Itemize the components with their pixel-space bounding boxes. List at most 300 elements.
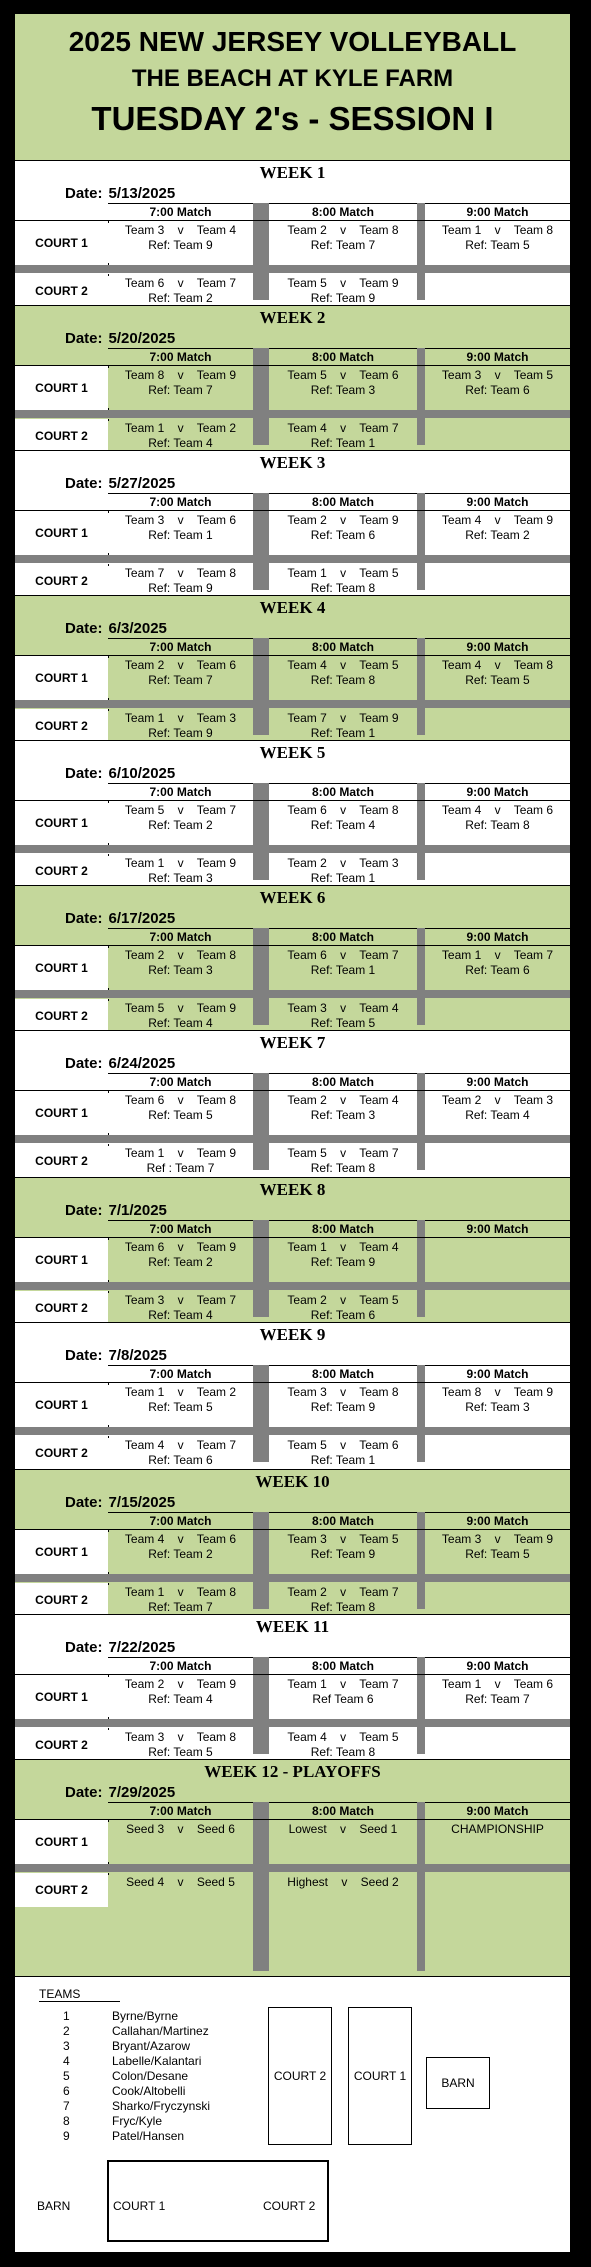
week-date: 7/1/2025 (108, 1202, 167, 1219)
referee: Ref: Team 2 (148, 1255, 213, 1269)
match-time-header: 7:00 Match (108, 493, 253, 510)
column-separator (417, 348, 425, 445)
week-block (15, 450, 570, 596)
map-court-1-bottom: COURT 1 (113, 2199, 166, 2213)
matchup: Team 6 v Team 7 (124, 276, 237, 290)
map-court-2: COURT 2 (268, 2007, 332, 2145)
match-time-header: 9:00 Match (425, 1802, 570, 1819)
week-date-row (15, 765, 570, 783)
team-number: 4 (63, 2054, 70, 2068)
matchup: Team 3 v Team 4 (124, 223, 237, 237)
team-number: 2 (63, 2024, 70, 2038)
referee: Ref: Team 1 (310, 871, 376, 885)
match-cell (425, 566, 570, 598)
referee: Ref: Team 9 (148, 581, 213, 595)
referee: Ref: Team 3 (310, 383, 376, 397)
week-title: WEEK 7 (259, 1033, 326, 1052)
teams-heading: TEAMS (39, 1987, 120, 2002)
match-time-header: 8:00 Match (269, 928, 417, 945)
match-cell (269, 276, 417, 308)
match-cell (269, 421, 417, 453)
referee: Ref: Team 3 (148, 963, 213, 977)
referee: Ref: Team 9 (310, 1255, 376, 1269)
matchup: Team 7 v Team 9 (287, 711, 399, 725)
court-label: COURT 2 (15, 709, 109, 743)
match-grid (15, 1512, 570, 1615)
match-cell (269, 223, 417, 263)
team-number: 7 (63, 2099, 70, 2113)
referee: Ref: Team 7 (148, 673, 213, 687)
match-cell (108, 803, 253, 843)
week-date: 6/17/2025 (108, 910, 176, 927)
match-cell (269, 1438, 417, 1470)
referee (425, 726, 570, 741)
map-court-1: COURT 1 (348, 2007, 412, 2145)
week-title: WEEK 11 (255, 1617, 330, 1636)
court-separator (15, 265, 570, 273)
match-cell (425, 1093, 570, 1133)
matchup (425, 566, 570, 581)
match-cell (269, 1532, 417, 1572)
match-cell (269, 1585, 417, 1617)
match-cell (425, 1293, 570, 1325)
matchup: Team 5 v Team 6 (287, 1438, 399, 1452)
match-grid (15, 928, 570, 1031)
court-label: COURT 1 (15, 1383, 109, 1427)
match-cell (108, 566, 253, 598)
court-label: COURT 1 (15, 1091, 109, 1135)
week-date-row (15, 185, 570, 203)
week-date-row (15, 1494, 570, 1512)
matchup: Team 1 v Team 8 (124, 1585, 237, 1599)
match-time-header: 8:00 Match (269, 493, 417, 510)
match-cell (108, 1875, 253, 1907)
matchup: Team 1 v Team 9 (124, 1146, 237, 1160)
matchup: Team 1 v Team 6 (441, 1677, 554, 1691)
column-separator (253, 638, 269, 735)
referee: Ref: Team 5 (465, 1547, 530, 1561)
matchup: Team 8 v Team 9 (124, 368, 237, 382)
matchup: Team 3 v Team 9 (441, 1532, 554, 1546)
referee (425, 1453, 570, 1468)
matchup: Team 1 v Team 8 (441, 223, 554, 237)
week-title: WEEK 6 (259, 888, 326, 907)
referee (108, 1890, 253, 1905)
court-label: COURT 2 (15, 1728, 109, 1762)
match-cell (425, 711, 570, 743)
team-name: Colon/Desane (112, 2069, 189, 2083)
week-title: WEEK 1 (259, 163, 326, 182)
match-cell (425, 1240, 570, 1280)
week-date: 6/24/2025 (108, 1055, 176, 1072)
matchup: Team 1 v Team 7 (287, 1677, 399, 1691)
court-label: COURT 1 (15, 221, 109, 265)
match-cell (425, 368, 570, 408)
match-grid (15, 1073, 570, 1176)
match-time-header: 8:00 Match (269, 1802, 417, 1819)
match-cell (108, 1240, 253, 1280)
referee: Ref: Team 1 (310, 726, 376, 740)
match-cell (108, 513, 253, 553)
match-grid (15, 1220, 570, 1323)
referee: Ref: Team 3 (465, 1400, 530, 1414)
match-time-header: 9:00 Match (425, 928, 570, 945)
court-label: COURT 2 (15, 419, 109, 453)
court-label: COURT 1 (15, 366, 109, 410)
week-date: 5/20/2025 (108, 330, 176, 347)
match-cell (425, 1385, 570, 1425)
referee: Ref: Team 5 (465, 238, 530, 252)
match-cell (269, 1385, 417, 1425)
week-date: 7/8/2025 (108, 1347, 167, 1364)
referee: Ref: Team 8 (310, 581, 376, 595)
referee (425, 291, 570, 306)
referee: Ref: Team 2 (148, 818, 213, 832)
match-cell (425, 1677, 570, 1717)
date-label: Date: (65, 1494, 103, 1511)
referee: Ref: Team 2 (465, 528, 530, 542)
matchup: Team 4 v Team 9 (441, 513, 554, 527)
column-separator (417, 928, 425, 1025)
referee: Ref: Team 9 (310, 1400, 376, 1414)
match-cell (425, 223, 570, 263)
match-cell (269, 566, 417, 598)
match-time-header: 9:00 Match (425, 203, 570, 220)
week-date: 5/13/2025 (108, 185, 176, 202)
column-separator (417, 1802, 425, 1971)
matchup: Team 2 v Team 7 (287, 1585, 399, 1599)
matchup: Team 4 v Team 5 (287, 658, 399, 672)
week-block (15, 1177, 570, 1323)
referee: Ref: Team 2 (148, 291, 213, 305)
matchup (425, 1438, 570, 1453)
week-block (15, 305, 570, 451)
match-cell (425, 276, 570, 308)
column-separator (417, 1220, 425, 1317)
referee: Ref: Team 6 (465, 383, 530, 397)
matchup (425, 276, 570, 291)
teams-section (15, 1976, 570, 2252)
matchup: Seed 4 v Seed 5 (126, 1875, 235, 1889)
week-block (15, 885, 570, 1031)
court-separator (15, 555, 570, 563)
matchup (425, 711, 570, 726)
referee (108, 1837, 253, 1852)
matchup: Team 2 v Team 8 (124, 948, 237, 962)
date-label: Date: (65, 1055, 103, 1072)
match-cell (269, 513, 417, 553)
match-cell (108, 368, 253, 408)
column-separator (417, 1073, 425, 1170)
match-time-header: 9:00 Match (425, 1512, 570, 1529)
match-cell (269, 1875, 417, 1907)
matchup: Team 2 v Team 4 (287, 1093, 399, 1107)
week-date: 7/22/2025 (108, 1639, 176, 1656)
matchup (425, 1875, 570, 1890)
match-cell (269, 1822, 417, 1862)
referee (425, 1255, 570, 1270)
matchup: Team 6 v Team 7 (287, 948, 399, 962)
court-label: COURT 2 (15, 564, 109, 598)
referee: Ref: Team 6 (148, 1453, 213, 1467)
match-cell (108, 1438, 253, 1470)
referee: Ref: Team 2 (148, 1547, 213, 1561)
week-date-row (15, 910, 570, 928)
match-cell (108, 948, 253, 988)
referee: Ref: Team 9 (310, 1547, 376, 1561)
matchup: Team 4 v Team 6 (124, 1532, 237, 1546)
date-label: Date: (65, 620, 103, 637)
column-separator (253, 203, 269, 300)
match-time-header: 7:00 Match (108, 1802, 253, 1819)
match-time-header: 9:00 Match (425, 783, 570, 800)
week-date: 5/27/2025 (108, 475, 176, 492)
date-label: Date: (65, 765, 103, 782)
column-separator (253, 348, 269, 445)
match-time-header: 7:00 Match (108, 203, 253, 220)
column-separator (417, 203, 425, 300)
week-date-row (15, 1639, 570, 1657)
matchup: Seed 3 v Seed 6 (126, 1822, 235, 1836)
matchup: Team 1 v Team 4 (287, 1240, 399, 1254)
matchup: Team 3 v Team 8 (287, 1385, 399, 1399)
referee: Ref: Team 4 (148, 1308, 213, 1322)
match-cell (425, 1822, 570, 1862)
week-block (15, 1030, 570, 1176)
referee: Ref: Team 7 (465, 1692, 530, 1706)
court-separator (15, 1427, 570, 1435)
matchup: Team 4 v Team 8 (441, 658, 554, 672)
referee (269, 1890, 417, 1905)
column-separator (253, 783, 269, 880)
match-cell (425, 1438, 570, 1470)
team-number: 8 (63, 2114, 70, 2128)
referee: Ref: Team 5 (148, 1400, 213, 1414)
team-name: Patel/Hansen (112, 2129, 185, 2143)
match-cell (425, 1585, 570, 1617)
court-label: COURT 1 (15, 946, 109, 990)
referee (425, 871, 570, 886)
match-cell (108, 711, 253, 743)
matchup: Team 5 v Team 9 (287, 276, 399, 290)
week-title: WEEK 9 (259, 1325, 326, 1344)
matchup: Team 3 v Team 5 (287, 1532, 399, 1546)
column-separator (253, 1365, 269, 1462)
match-cell (108, 276, 253, 308)
column-separator (253, 1802, 269, 1971)
court-separator (15, 1135, 570, 1143)
matchup: Team 3 v Team 7 (124, 1293, 237, 1307)
court-label: COURT 1 (15, 511, 109, 555)
matchup (425, 1730, 570, 1745)
match-cell (425, 421, 570, 453)
match-cell (269, 1677, 417, 1717)
map-court-2-bottom: COURT 2 (263, 2199, 316, 2213)
matchup: Team 5 v Team 7 (124, 803, 237, 817)
week-block (15, 1469, 570, 1615)
referee (425, 1600, 570, 1615)
referee: Ref: Team 8 (465, 818, 530, 832)
court-label: COURT 1 (15, 1820, 109, 1864)
week-title: WEEK 10 (255, 1472, 330, 1491)
match-cell (425, 1532, 570, 1572)
referee (425, 1016, 570, 1031)
team-name: Labelle/Kalantari (112, 2054, 202, 2068)
match-time-header: 9:00 Match (425, 348, 570, 365)
date-label: Date: (65, 1784, 103, 1801)
week-block (15, 1322, 570, 1468)
team-name: Cook/Altobelli (112, 2084, 186, 2098)
week-title: WEEK 2 (259, 308, 326, 327)
week-date-row (15, 620, 570, 638)
court-separator (15, 1574, 570, 1582)
matchup: Team 7 v Team 8 (124, 566, 237, 580)
matchup (425, 1001, 570, 1016)
match-cell (269, 1146, 417, 1178)
date-label: Date: (65, 1202, 103, 1219)
week-title: WEEK 4 (259, 598, 326, 617)
column-separator (417, 1512, 425, 1609)
matchup: Lowest v Seed 1 (288, 1822, 398, 1836)
court-label: COURT 2 (15, 1144, 109, 1178)
court-separator (15, 1282, 570, 1290)
week-block (15, 740, 570, 886)
team-number: 5 (63, 2069, 70, 2083)
team-name: Byrne/Byrne (112, 2009, 179, 2023)
column-separator (417, 493, 425, 590)
court-separator (15, 1719, 570, 1727)
match-grid (15, 203, 570, 306)
column-separator (253, 1512, 269, 1609)
matchup (425, 1240, 570, 1255)
court-label: COURT 1 (15, 801, 109, 845)
match-grid (15, 1802, 570, 1977)
match-cell (108, 223, 253, 263)
match-cell (108, 1293, 253, 1325)
referee: Ref: Team 7 (148, 383, 213, 397)
matchup: Team 2 v Team 8 (287, 223, 399, 237)
matchup: Team 4 v Team 7 (124, 1438, 237, 1452)
referee: Ref: Team 8 (310, 1745, 376, 1759)
matchup: Team 3 v Team 6 (124, 513, 237, 527)
week-title: WEEK 8 (259, 1180, 326, 1199)
date-label: Date: (65, 330, 103, 347)
date-label: Date: (65, 910, 103, 927)
match-cell (269, 658, 417, 698)
court-label: COURT 2 (15, 1583, 109, 1617)
match-cell (108, 1001, 253, 1033)
match-time-header: 7:00 Match (108, 1073, 253, 1090)
court-label: COURT 2 (15, 1291, 109, 1325)
referee: Ref: Team 7 (148, 1600, 213, 1614)
match-cell (269, 1730, 417, 1762)
referee (425, 1308, 570, 1323)
court-separator (15, 410, 570, 418)
referee: Ref: Team 7 (310, 238, 376, 252)
header-title: 2025 NEW JERSEY VOLLEYBALL (68, 26, 517, 57)
referee (425, 581, 570, 596)
matchup: Team 6 v Team 8 (124, 1093, 237, 1107)
match-cell (425, 856, 570, 888)
header-venue: THE BEACH AT KYLE FARM (131, 65, 454, 92)
match-time-header: 7:00 Match (108, 1365, 253, 1382)
match-grid (15, 1657, 570, 1760)
referee (425, 436, 570, 451)
match-time-header: 9:00 Match (425, 493, 570, 510)
match-time-header: 9:00 Match (425, 1365, 570, 1382)
referee: Ref: Team 6 (465, 963, 530, 977)
match-cell (269, 1240, 417, 1280)
matchup: Team 5 v Team 7 (287, 1146, 399, 1160)
referee: Ref: Team 4 (310, 818, 376, 832)
match-time-header: 9:00 Match (425, 1657, 570, 1674)
match-time-header: 8:00 Match (269, 1512, 417, 1529)
match-time-header: 8:00 Match (269, 783, 417, 800)
match-cell (269, 1001, 417, 1033)
week-title: WEEK 3 (259, 453, 326, 472)
matchup: Team 2 v Team 9 (124, 1677, 237, 1691)
team-number: 3 (63, 2039, 70, 2053)
matchup: Team 6 v Team 8 (287, 803, 399, 817)
matchup (425, 1585, 570, 1600)
referee: Ref: Team 8 (310, 673, 376, 687)
match-grid (15, 1365, 570, 1468)
header-session: TUESDAY 2's - SESSION I (91, 100, 494, 137)
matchup (425, 1146, 570, 1161)
referee (269, 1837, 417, 1852)
week-block (15, 1614, 570, 1760)
matchup: Team 2 v Team 9 (287, 513, 399, 527)
referee: Ref : Team 7 (146, 1161, 215, 1175)
match-time-header: 7:00 Match (108, 1657, 253, 1674)
match-time-header: 7:00 Match (108, 638, 253, 655)
referee: Ref: Team 1 (310, 1453, 376, 1467)
match-cell (269, 1093, 417, 1133)
matchup: Team 1 v Team 7 (441, 948, 554, 962)
court-label: COURT 1 (15, 1238, 109, 1282)
court-label: COURT 2 (15, 274, 109, 308)
match-cell (108, 1585, 253, 1617)
matchup: Team 1 v Team 5 (287, 566, 399, 580)
match-cell (108, 1532, 253, 1572)
match-cell (269, 711, 417, 743)
referee: Ref: Team 6 (310, 528, 376, 542)
referee (425, 1161, 570, 1176)
match-time-header: 8:00 Match (269, 348, 417, 365)
referee: Ref: Team 9 (148, 726, 213, 740)
match-grid (15, 493, 570, 596)
matchup (425, 856, 570, 871)
column-separator (417, 1657, 425, 1754)
matchup: Team 3 v Team 8 (124, 1730, 237, 1744)
team-number: 6 (63, 2084, 70, 2098)
matchup: Team 4 v Team 5 (287, 1730, 399, 1744)
match-cell (425, 1001, 570, 1033)
referee: Ref: Team 4 (148, 436, 213, 450)
team-name: Fryc/Kyle (112, 2114, 163, 2128)
match-time-header: 8:00 Match (269, 203, 417, 220)
match-cell (425, 948, 570, 988)
court-separator (15, 700, 570, 708)
matchup: Team 3 v Team 4 (287, 1001, 399, 1015)
week-date-row (15, 475, 570, 493)
match-cell (269, 948, 417, 988)
referee: Ref: Team 8 (310, 1161, 376, 1175)
court-label: COURT 1 (15, 656, 109, 700)
matchup: Highest v Seed 2 (287, 1875, 399, 1889)
week-title: WEEK 5 (259, 743, 326, 762)
column-separator (253, 1073, 269, 1170)
